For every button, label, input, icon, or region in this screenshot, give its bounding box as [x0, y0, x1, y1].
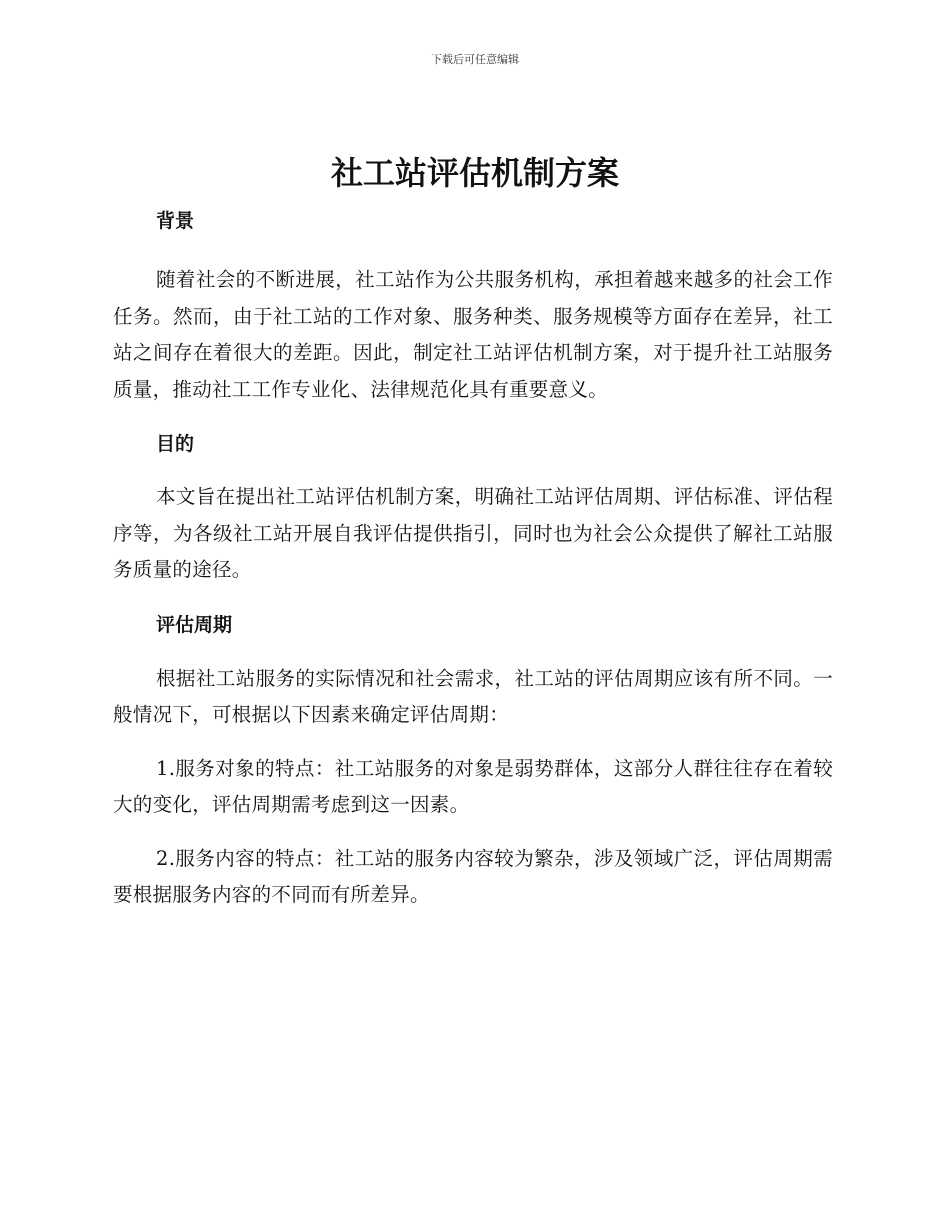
section-heading: 评估周期 [156, 613, 233, 636]
section-purpose [113, 425, 833, 589]
paragraph: 根据社工站服务的实际情况和社会需求，社工站的评估周期应该有所不同。一般情况下，可根据以下因素来确定评估周期： [113, 666, 833, 726]
paragraph: 随着社会的不断进展，社工站作为公共服务机构，承担着越来越多的社会工作任务。然而，由于社工站的工作对象、服务种类、服务规模等方面存在差异，社工站之间存在着很大的差距。因此，制定社工站评估机制方案，对于提升社工站服务质量，推动社工工作专业化、法律规范化具有重要意义。 [113, 268, 833, 401]
document-body [113, 200, 833, 914]
section-evaluation-cycle [113, 606, 833, 914]
paragraph: 本文旨在提出社工站评估机制方案，明确社工站评估周期、评估标准、评估程序等，为各级社工站开展自我评估提供指引，同时也为社会公众提供了解社工站服务质量的途径。 [113, 485, 833, 581]
section-heading: 背景 [156, 210, 195, 232]
section-background [113, 202, 833, 408]
section-heading: 目的 [156, 433, 195, 455]
list-item: 1.服务对象的特点：社工站服务的对象是弱势群体，这部分人群往往存在着较大的变化，评估周期需考虑到这一因素。 [113, 756, 833, 816]
document-title: 社工站评估机制方案 [330, 154, 619, 192]
header-note: 下载后可任意编辑 [431, 53, 519, 66]
list-item: 2.服务内容的特点：社工站的服务内容较为繁杂，涉及领域广泛，评估周期需要根据服务内容的不同而有所差异。 [113, 846, 833, 906]
